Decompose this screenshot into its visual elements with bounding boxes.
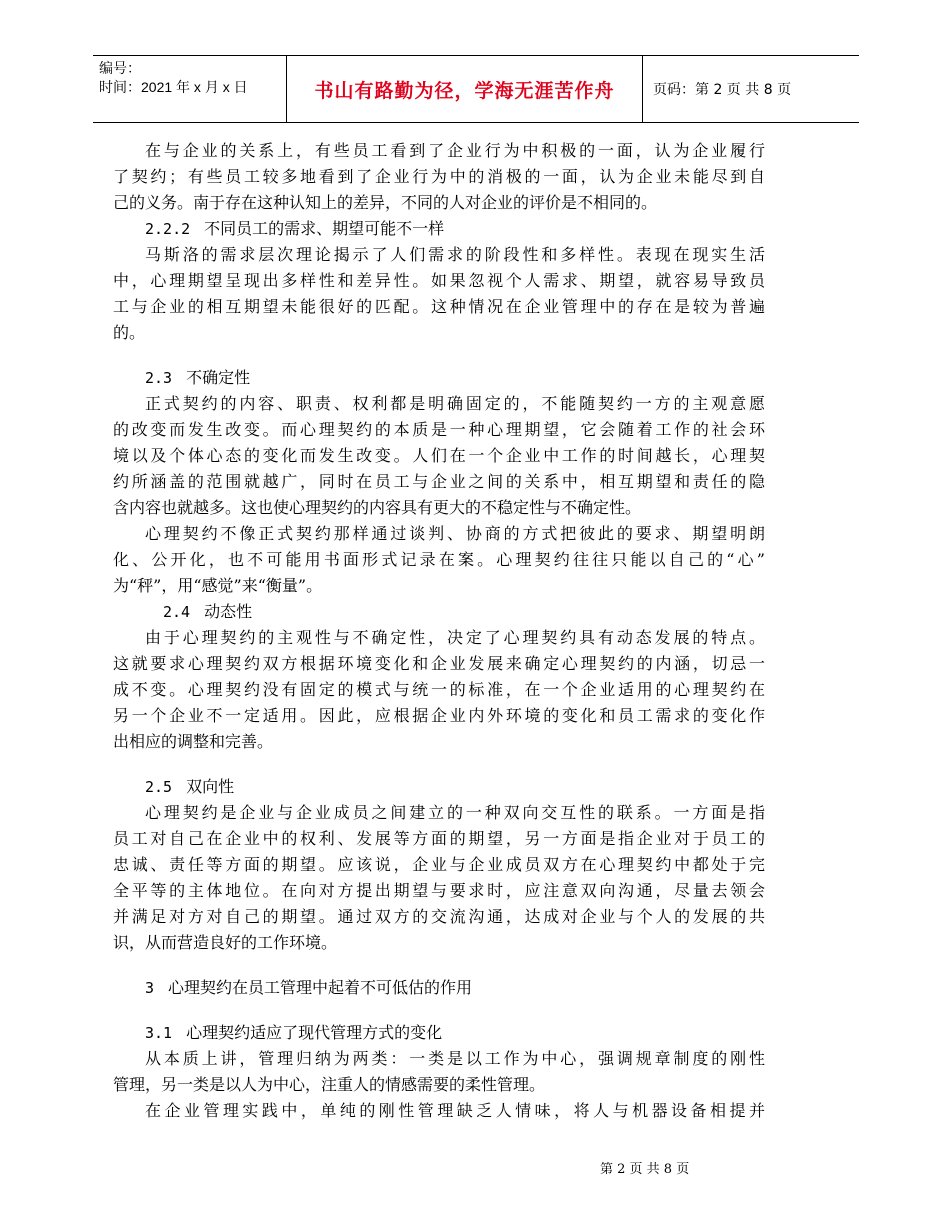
paragraph-line: 含内容也就越多。这也使心理契约的内容具有更大的不稳定性与不确定性。 [113, 498, 642, 517]
paragraph-line: 由于心理契约的主观性与不确定性，决定了心理契约具有动态发展的特点。 [145, 628, 765, 647]
page-header [93, 55, 859, 123]
paragraph-line: 另一个企业不一定适用。因此，应根据企业内外环境的变化和员工需求的变化作 [113, 706, 765, 725]
section-number: 2.4 [163, 603, 191, 621]
paragraph-line: 出相应的调整和完善。 [113, 732, 274, 751]
section-number: 3 [145, 979, 155, 997]
spacer [113, 1001, 765, 1020]
section-title: 心理契约适应了现代管理方式的变化 [186, 1023, 443, 1042]
section-title: 双向性 [186, 777, 235, 796]
paragraph-line: 境以及个体心态的变化而发生改变。人们在一个企业中工作的时间越长，心理契 [113, 446, 765, 465]
section-number: 2.5 [145, 778, 173, 796]
paragraph-line: 在与企业的关系上，有些员工看到了企业行为中积极的一面，认为企业履行 [145, 141, 765, 160]
paragraph-line: 化、公开化，也不可能用书面形式记录在案。心理契约往往只能以自己的“心” [113, 550, 765, 569]
paragraph-line: 的。 [113, 323, 146, 342]
section-heading-2-2-2 [113, 216, 765, 242]
paragraph-line: 己的义务。南于存在这种认知上的差异，不同的人对企业的评价是不相同的。 [113, 193, 658, 212]
section-heading-3-1 [113, 1020, 765, 1046]
paragraph-line: 并满足对方对自己的期望。通过双方的交流沟通，达成对企业与个人的发展的共 [113, 907, 765, 926]
document-number-label: 编号： [99, 60, 141, 76]
page-footer: 第 2 页 共 8 页 [600, 1162, 690, 1177]
paragraph-line: 这就要求心理契约双方根据环境变化和企业发展来确定心理契约的内涵，切忌一 [113, 654, 765, 673]
paragraph-line: 管理，另一类是以人为中心，注重人的情感需要的柔性管理。 [113, 1075, 546, 1094]
paragraph-line: 成不变。心理契约没有固定的模式与统一的标准，在一个企业适用的心理契约在 [113, 680, 765, 699]
paragraph-line: 心理契约是企业与企业成员之间建立的一种双向交互性的联系。一方面是指 [145, 803, 765, 822]
document-time: 时间：2021 年 x 月 x 日 [99, 79, 248, 95]
paragraph-line: 心理契约不像正式契约那样通过谈判、协商的方式把彼此的要求、期望明朗 [145, 524, 765, 543]
section-heading-2-5 [113, 774, 765, 800]
paragraph-line: 忠诚、责任等方面的期望。应该说，企业与企业成员双方在心理契约中都处于完 [113, 855, 765, 874]
paragraph-line: 了契约；有些员工较多地看到了企业行为中的消极的一面，认为企业未能尽到自 [113, 167, 765, 186]
section-heading-2-4 [113, 599, 765, 625]
paragraph-line: 全平等的主体地位。在向对方提出期望与要求时，应注意双向沟通，尽量去领会 [113, 881, 765, 900]
section-number: 2.2.2 [145, 220, 191, 238]
paragraph-line: 工与企业的相互期望未能很好的匹配。这种情况在企业管理中的存在是较为普遍 [113, 297, 765, 316]
paragraph-line: 马斯洛的需求层次理论揭示了人们需求的阶段性和多样性。表现在现实生活 [145, 245, 765, 264]
header-page-info: 页码：第 2 页 共 8 页 [653, 82, 792, 98]
section-title: 心理契约在员工管理中起着不可低估的作用 [168, 978, 473, 997]
paragraph-line: 为“秤”，用“感觉”来“衡量”。 [113, 576, 323, 595]
paragraph-line: 从本质上讲，管理归纳为两类：一类是以工作为中心，强调规章制度的刚性 [145, 1049, 765, 1068]
header-motto: 书山有路勤为径，学海无涯苦作舟 [286, 56, 643, 122]
section-title: 不确定性 [186, 368, 251, 387]
paragraph-line: 的改变而发生改变。而心理契约的本质是一种心理期望，它会随着工作的社会环 [113, 420, 765, 439]
paragraph-line: 员工对自己在企业中的权利、发展等方面的期望，另一方面是指企业对于员工的 [113, 829, 765, 848]
section-number: 2.3 [145, 369, 173, 387]
spacer [113, 956, 765, 975]
section-title: 不同员工的需求、期望可能不一样 [204, 219, 445, 238]
section-number: 3.1 [145, 1024, 173, 1042]
spacer [113, 755, 765, 774]
paragraph-line: 识，从而营造良好的工作环境。 [113, 933, 338, 952]
spacer [113, 346, 765, 365]
paragraph-line: 约所涵盖的范围就越广，同时在员工与企业之间的关系中，相互期望和责任的隐 [113, 472, 765, 491]
section-title: 动态性 [204, 602, 253, 621]
header-meta [93, 56, 286, 122]
paragraph-line: 在企业管理实践中，单纯的刚性管理缺乏人情味，将人与机器设备相提并 [145, 1101, 765, 1120]
document-body [113, 138, 765, 1124]
section-heading-3 [113, 975, 765, 1001]
paragraph-line: 中，心理期望呈现出多样性和差异性。如果忽视个人需求、期望，就容易导致员 [113, 271, 765, 290]
section-heading-2-3 [113, 365, 765, 391]
paragraph-line: 正式契约的内容、职责、权利都是明确固定的，不能随契约一方的主观意愿 [145, 394, 765, 413]
